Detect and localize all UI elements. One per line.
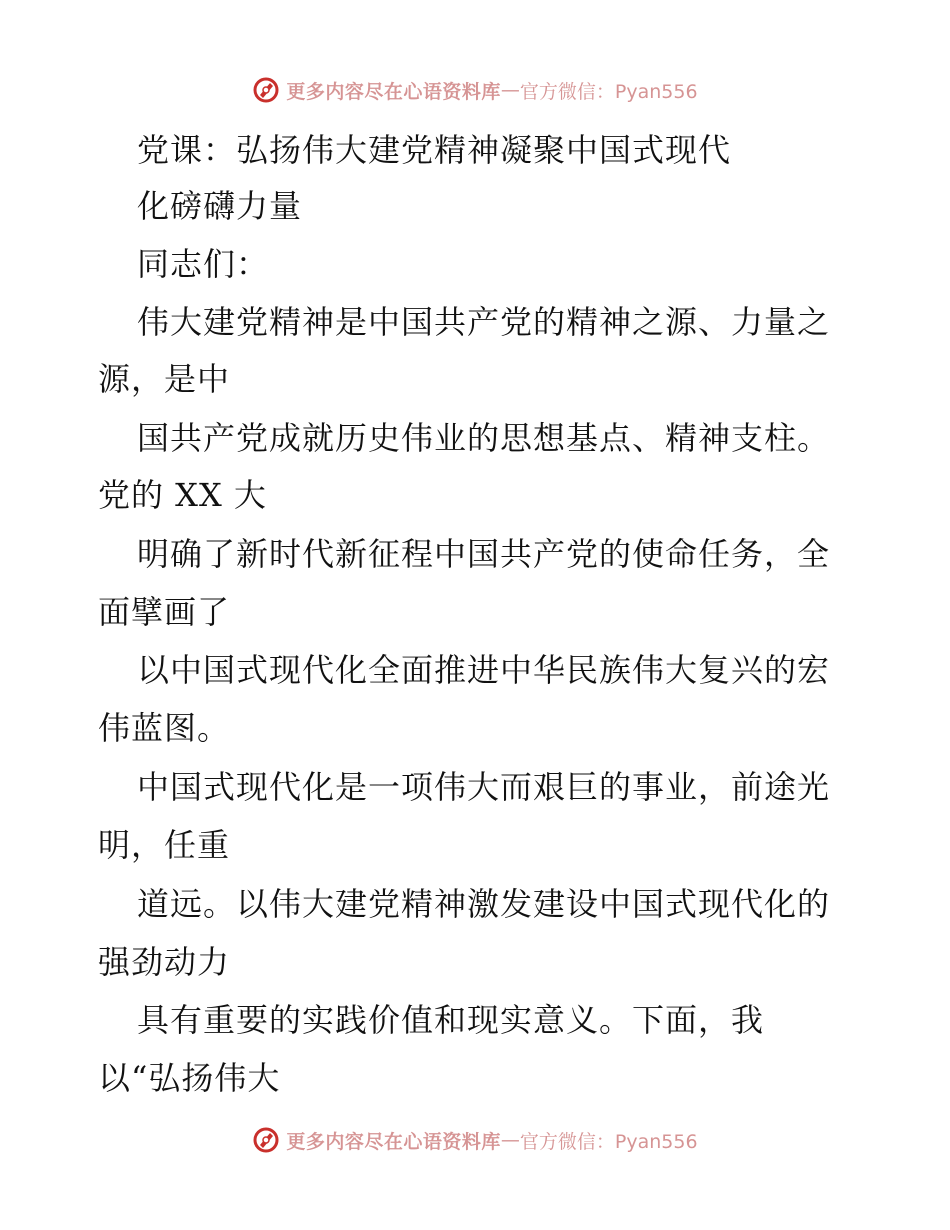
document-title-line-1: 党课：弘扬伟大建党精神凝聚中国式现代 [137, 131, 732, 169]
banner-site-name: 更多内容尽在心语资料库 [286, 80, 501, 103]
paragraph-line: 中国式现代化是一项伟大而艰巨的事业，前途光 [137, 768, 831, 806]
footer-banner [0, 1120, 950, 1160]
salutation: 同志们： [137, 245, 270, 283]
banner-wechat-id: 官方微信：Pyan556 [519, 1130, 698, 1153]
paragraph-line: 明，任重 [98, 826, 231, 864]
brand-seal-icon [252, 76, 280, 104]
paragraph-line: 面擘画了 [98, 593, 231, 631]
banner-separator: — [500, 1129, 520, 1151]
paragraph-line: 伟大建党精神是中国共产党的精神之源、力量之 [137, 303, 831, 341]
paragraph-line: 强劲动力 [98, 943, 231, 981]
banner-separator: — [500, 79, 520, 101]
paragraph-line: 明确了新时代新征程中国共产党的使命任务，全 [137, 535, 831, 573]
paragraph-line: 党的 XX 大 [98, 476, 267, 514]
paragraph-line: 具有重要的实践价值和现实意义。下面，我 [137, 1001, 765, 1039]
banner-site-name: 更多内容尽在心语资料库 [286, 1130, 501, 1153]
paragraph-line: 伟蓝图。 [98, 709, 231, 747]
paragraph-line: 以“弘扬伟大 [98, 1059, 281, 1097]
banner-wechat-id: 官方微信：Pyan556 [519, 80, 698, 103]
brand-seal-icon [252, 1126, 280, 1154]
paragraph-line: 国共产党成就历史伟业的思想基点、精神支柱。 [137, 419, 831, 457]
paragraph-line: 以中国式现代化全面推进中华民族伟大复兴的宏 [137, 651, 831, 689]
paragraph-line: 道远。以伟大建党精神激发建设中国式现代化的 [137, 885, 831, 923]
paragraph-line: 源，是中 [98, 360, 231, 398]
header-banner [0, 70, 950, 110]
document-title-line-2: 化磅礴力量 [137, 187, 303, 225]
